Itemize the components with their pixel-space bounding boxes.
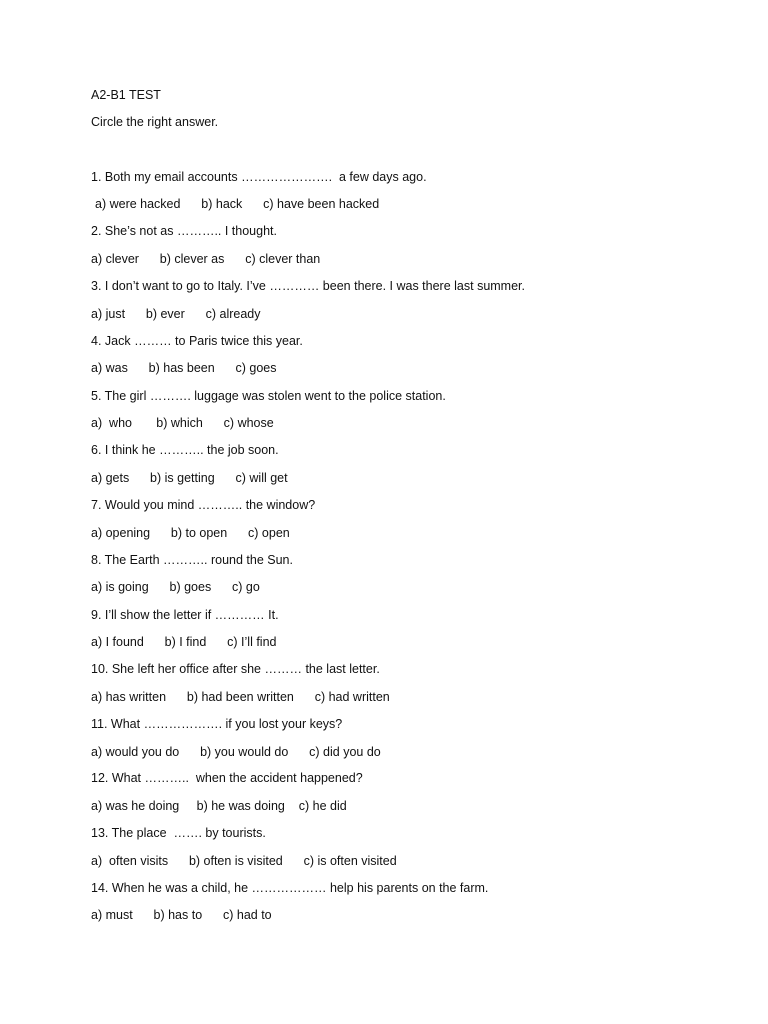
options-3: a) just b) ever c) already (91, 307, 261, 321)
question-13: 13. The place ……. by tourists. (91, 826, 266, 840)
instruction: Circle the right answer. (91, 115, 219, 129)
question-5: 5. The girl ………. luggage was stolen went to the police station. (91, 389, 446, 403)
options-4: a) was b) has been c) goes (91, 361, 277, 375)
options-10: a) has written b) had been written c) had written (91, 690, 390, 704)
question-12: 12. What ……….. when the accident happened? (91, 771, 363, 785)
options-11: a) would you do b) you would do c) did you do (91, 745, 381, 759)
test-title: A2-B1 TEST (91, 88, 161, 102)
question-3: 3. I don’t want to go to Italy. I’ve ………… been there. I was there last summer. (91, 279, 525, 293)
options-13: a) often visits b) often is visited c) is often visited (91, 854, 397, 868)
question-9: 9. I’ll show the letter if ………… It. (91, 608, 279, 622)
question-11: 11. What ………………. if you lost your keys? (91, 717, 343, 731)
question-8: 8. The Earth ……….. round the Sun. (91, 553, 293, 567)
options-12: a) was he doing b) he was doing c) he did (91, 799, 347, 813)
options-6: a) gets b) is getting c) will get (91, 471, 288, 485)
question-4: 4. Jack ……… to Paris twice this year. (91, 334, 303, 348)
question-10: 10. She left her office after she ……… the last letter. (91, 662, 380, 676)
options-2: a) clever b) clever as c) clever than (91, 252, 321, 266)
options-9: a) I found b) I find c) I’ll find (91, 635, 277, 649)
options-7: a) opening b) to open c) open (91, 526, 290, 540)
options-8: a) is going b) goes c) go (91, 580, 260, 594)
question-14: 14. When he was a child, he ……………… help his parents on the farm. (91, 881, 489, 895)
options-5: a) who b) which c) whose (91, 416, 274, 430)
options-14: a) must b) has to c) had to (91, 908, 272, 922)
question-1: 1. Both my email accounts …………………. a few days ago. (91, 170, 427, 184)
question-7: 7. Would you mind ……….. the window? (91, 498, 316, 512)
options-1: a) were hacked b) hack c) have been hacked (95, 197, 380, 211)
question-2: 2. She’s not as ……….. I thought. (91, 224, 277, 238)
question-6: 6. I think he ……….. the job soon. (91, 443, 279, 457)
